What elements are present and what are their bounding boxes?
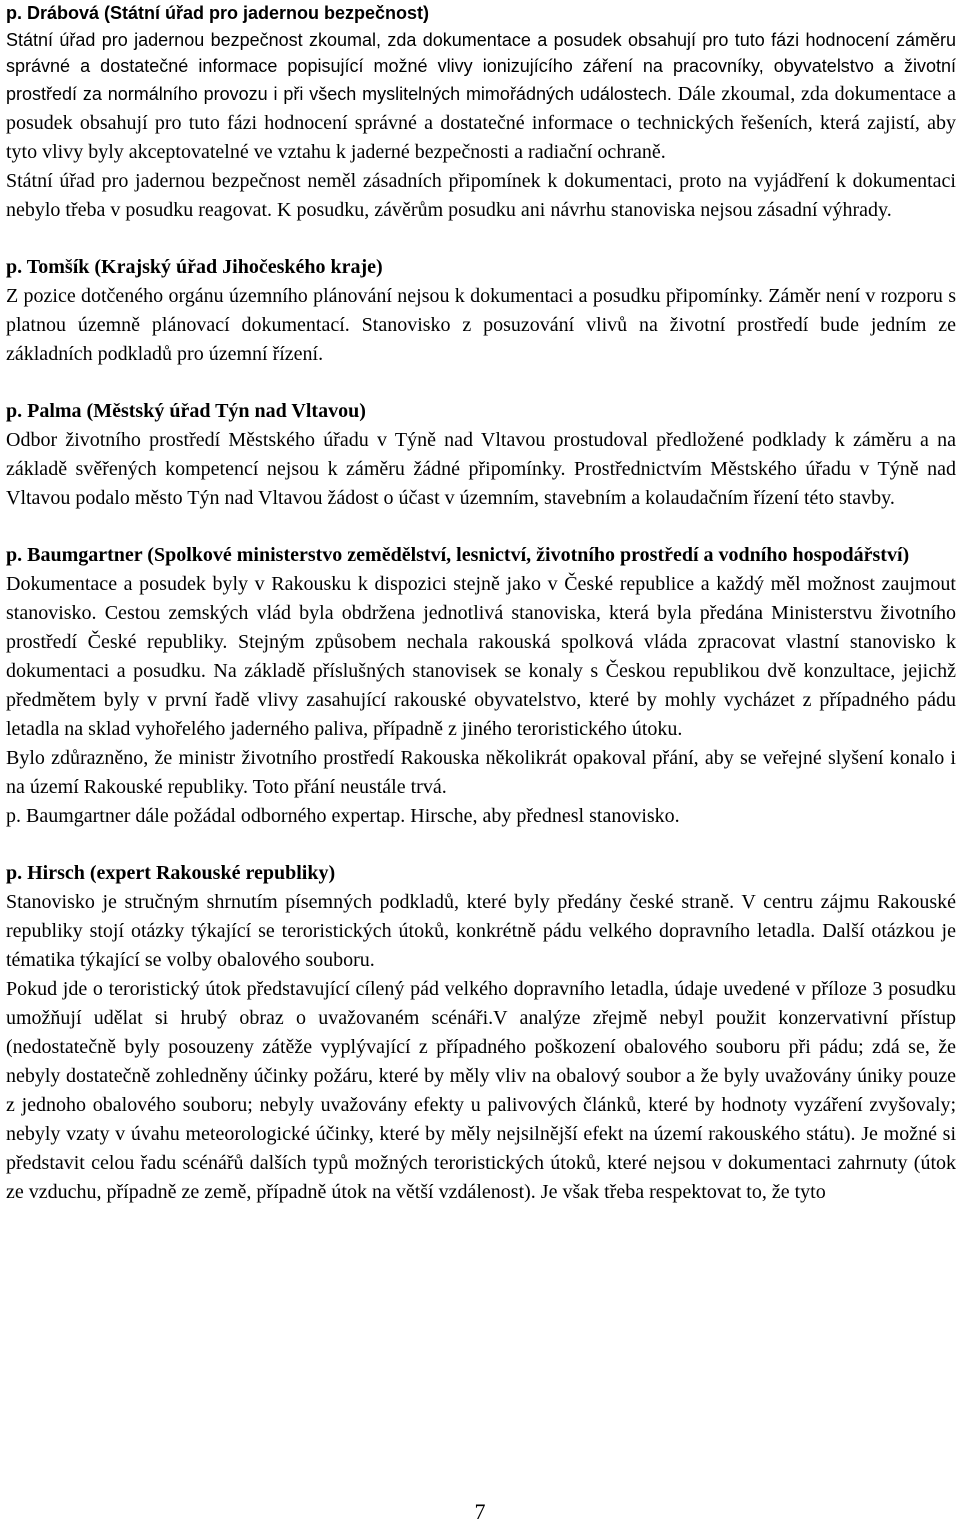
section-heading: p. Baumgartner (Spolkové ministerstvo zemědělství, lesnictví, životního prostředí a vodního hospodářství) [6, 543, 910, 566]
paragraph: p. Baumgartner dále požádal odborného expertap. Hirsche, aby přednesl stanovisko. [6, 804, 680, 827]
section-palma [6, 397, 956, 513]
paragraph [6, 27, 956, 167]
paragraph [6, 167, 956, 225]
section-heading: p. Palma (Městský úřad Týn nad Vltavou) [6, 399, 366, 422]
section-drabova [6, 0, 956, 225]
page-number: 7 [474, 1499, 486, 1524]
paragraph-part: K posudku, závěrům posudku ani návrhu stanoviska nejsou zásadní výhrady. [277, 198, 892, 221]
section-baumgartner [6, 541, 956, 831]
document-page [6, 0, 956, 1207]
paragraph-part: Státní úřad pro jadernou bezpečnost neměl zásadních připomínek k dokumentaci, proto na vyjádření k dokumentaci nebylo třeba v posudku reagovat. [6, 169, 956, 221]
paragraph: Odbor životního prostředí Městského úřadu v Týně nad Vltavou prostudoval předložené podklady k záměru a na základě svěřených kompetencí nejsou k záměru žádné připomínky. Prostřednictvím Městského úřadu v Týně nad Vltavou podalo město Týn nad Vltavou žádost o účast v územním, stavebním a kolaudačním řízení této stavby. [6, 428, 956, 509]
paragraph: Z pozice dotčeného orgánu územního plánování nejsou k dokumentaci a posudku připomínky. Záměr není v rozporu s platnou územně plánovací dokumentací. Stanovisko z posuzování vlivů na životní prostředí bude jedním ze základních podkladů pro územní řízení. [6, 284, 956, 365]
section-tomsik [6, 253, 956, 369]
paragraph: Stanovisko je stručným shrnutím písemných podkladů, které byly předány české straně. V centru zájmu Rakouské republiky stojí otázky týkající se teroristických útoků, konkrétně pádu velkého dopravního letadla. Další otázkou je tématika týkající se volby obalového souboru. [6, 890, 956, 971]
paragraph: Dokumentace a posudek byly v Rakousku k dispozici stejně jako v České republice a každý měl možnost zaujmout stanovisko. Cestou zemských vlád byla obdržena jednotlivá stanoviska, která byla předána Ministerstvu životního prostředí České republiky. Stejným způsobem nechala rakouská spolková vláda zpracovat vlastní stanovisko k dokumentaci a posudku. Na základě příslušných stanovisek se konaly s Českou republikou dvě konzultace, jejichž předmětem byly v první řadě vlivy zasahující rakouské obyvatelstvo, které by mohly vycházet z případného pádu letadla na sklad vyhořelého jaderného paliva, případně z jiného teroristického útoku. [6, 572, 956, 740]
section-heading: p. Hirsch (expert Rakouské republiky) [6, 861, 336, 884]
paragraph-part: Státní úřad pro jadernou bezpečnost zkoumal, zda dokumentace a posudek obsahují pro tuto fázi hodnocení záměru správné a dostatečné informace popisující možné vlivy ionizujícího záření na pracovníky, obyvatelstvo a životní prostředí za normálního provozu i při všech myslitelných mimořádných událostech. [6, 29, 956, 104]
paragraph: Pokud jde o teroristický útok představující cílený pád velkého dopravního letadla, údaje uvedené v příloze 3 posudku umožňují udělat si hrubý obraz o uvažovaném scénáři.V analýze zřejmě nebyl použit konzervativní přístup (nedostatečně byly posouzeny zátěže vyplývající z případného poškození obalového souboru při pádu; zdá se, že nebyly dostatečně zohledněny účinky požáru, které by měly vliv na obalový soubor a že byly uvažovány úniky pouze z jednoho obalového souboru; nebyly uvažovány efekty u palivových článků, které by hodnoty vyzáření zvyšovaly; nebyly vzaty v úvahu meteorologické účinky, které by měly nejsilnější efekt na území rakouského státu). Je možné si představit celou řadu scénářů dalších typů možných teroristických útoků, které nejsou v dokumentaci zahrnuty (útok ze vzduchu, případně ze země, případně útok na větší vzdálenost). Je však třeba respektovat to, že tyto [6, 977, 956, 1203]
section-heading: p. Tomšík (Krajský úřad Jihočeského kraje) [6, 255, 383, 278]
paragraph-part: Dále zkoumal, zda dokumentace a posudek obsahují pro tuto fázi hodnocení správné a dostatečné informace o technických řešeních, která zajistí, aby tyto vlivy byly akceptovatelné ve vztahu k jaderné bezpečnosti a radiační ochraně. [6, 82, 956, 163]
section-hirsch [6, 859, 956, 1207]
paragraph: Bylo zdůrazněno, že ministr životního prostředí Rakouska několikrát opakoval přání, aby se veřejné slyšení konalo i na území Rakouské republiky. Toto přání neustále trvá. [6, 746, 956, 798]
section-heading: p. Drábová (Státní úřad pro jadernou bezpečnost) [6, 3, 430, 23]
